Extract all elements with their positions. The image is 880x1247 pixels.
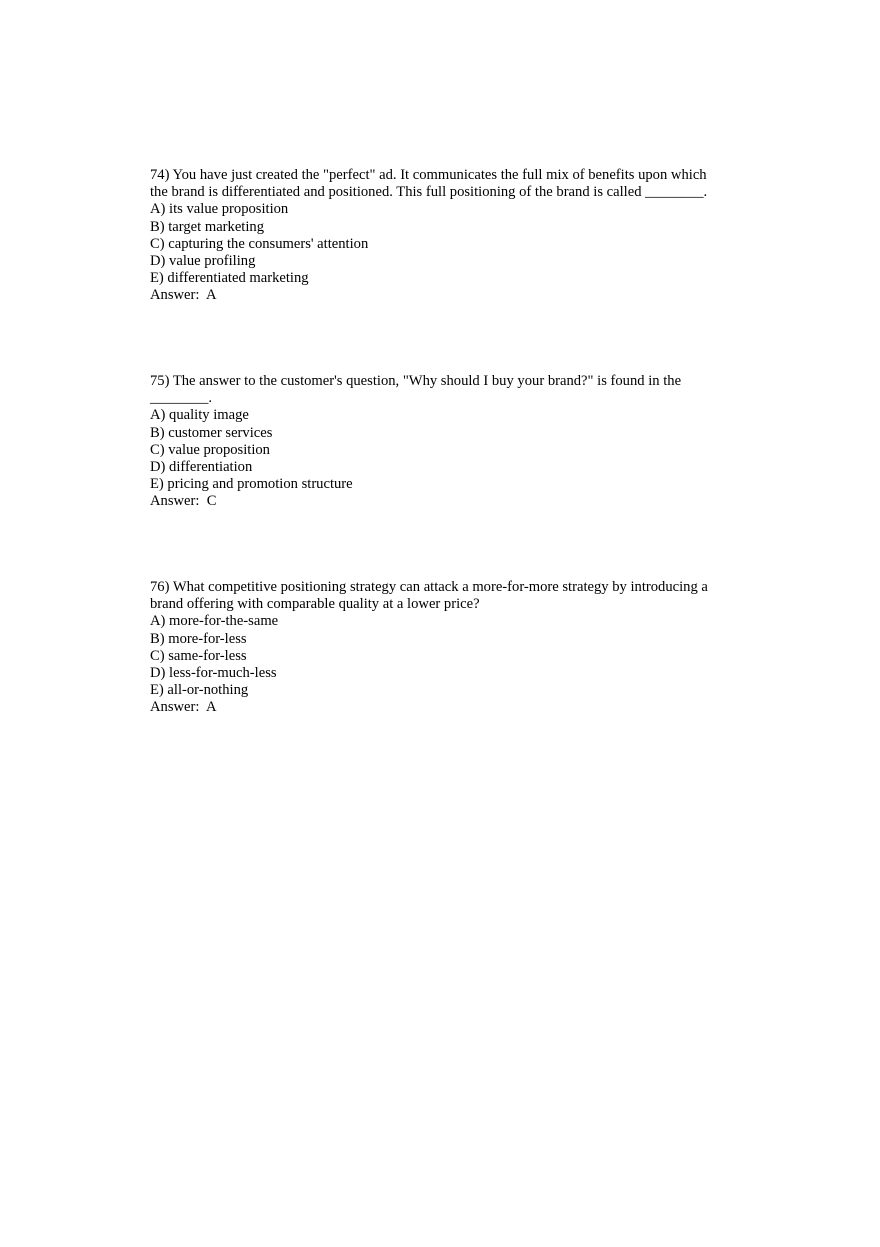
question-stem: 75) The answer to the customer's question, "Why should I buy your brand?" is found in the ________. [150,373,682,407]
question-stem: 76) What competitive positioning strategy can attack a more-for-more strategy by introducing a brand offering with comparable quality at a lower price? [150,579,708,613]
option-b: B) more-for-less [150,630,247,647]
answer-key: Answer: A [150,287,217,304]
option-e: E) differentiated marketing [150,270,309,287]
option-a: A) more-for-the-same [150,613,279,630]
option-d: D) value profiling [150,253,256,270]
question-76 [150,579,725,717]
option-e: E) all-or-nothing [150,682,249,699]
answer-key: Answer: C [150,493,217,510]
option-c: C) value proposition [150,441,270,458]
option-b: B) customer services [150,424,273,441]
question-74 [150,167,725,305]
question-stem: 74) You have just created the "perfect" ad. It communicates the full mix of benefits upon which the brand is differentiated and positioned. This full positioning of the brand is called ________. [150,167,708,201]
option-e: E) pricing and promotion structure [150,476,353,493]
option-b: B) target marketing [150,218,265,235]
option-d: D) differentiation [150,459,253,476]
option-c: C) same-for-less [150,647,247,664]
answer-key: Answer: A [150,699,217,716]
answer-options [150,201,725,287]
answer-options [150,613,725,699]
option-d: D) less-for-much-less [150,665,277,682]
option-a: A) quality image [150,407,249,424]
question-75 [150,373,725,511]
option-a: A) its value proposition [150,201,289,218]
option-c: C) capturing the consumers' attention [150,235,369,252]
answer-options [150,407,725,493]
